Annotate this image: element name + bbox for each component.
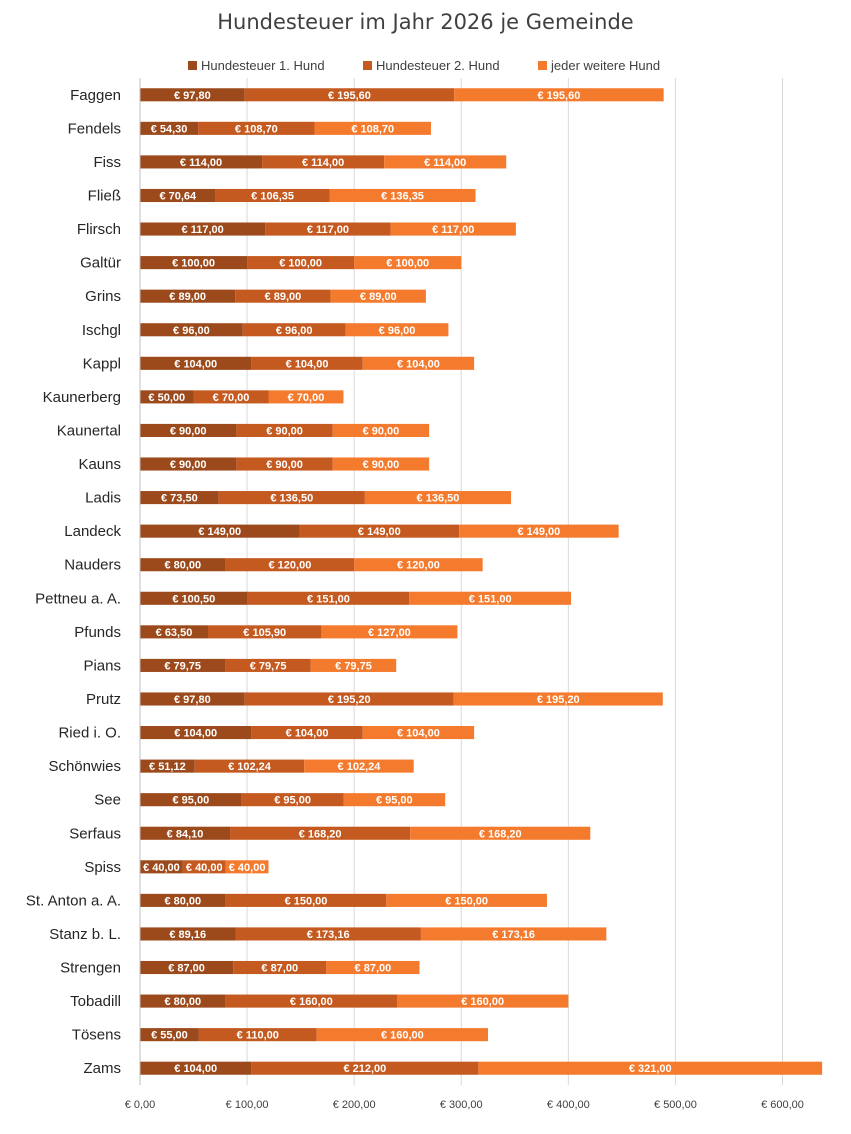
data-label: € 195,60: [537, 89, 581, 102]
data-label: € 108,70: [234, 123, 278, 136]
category-label: Prutz: [85, 690, 121, 708]
legend-swatch: [363, 61, 372, 70]
data-label: € 150,00: [445, 895, 489, 908]
chart-title: Hundesteuer im Jahr 2026 je Gemeinde: [217, 10, 634, 34]
data-label: € 149,00: [517, 526, 561, 539]
data-label: € 95,00: [172, 794, 210, 807]
data-label: € 114,00: [302, 156, 345, 169]
category-label: Kaunerberg: [42, 388, 121, 406]
category-label: See: [94, 791, 121, 809]
data-label: € 40,00: [185, 861, 223, 874]
x-tick-label: € 0,00: [124, 1099, 156, 1111]
category-label: Ischgl: [81, 321, 121, 339]
category-label: Kaunertal: [56, 422, 121, 440]
data-label: € 117,00: [306, 224, 350, 237]
legend-label: jeder weitere Hund: [551, 58, 661, 73]
data-label: € 136,50: [270, 492, 314, 505]
data-label: € 100,00: [386, 257, 430, 270]
category-label: Grins: [85, 288, 121, 306]
x-tick-label: € 300,00: [439, 1099, 483, 1111]
data-label: € 168,20: [298, 828, 342, 841]
category-label: Fendels: [67, 120, 121, 138]
category-label: Landeck: [64, 523, 121, 541]
data-label: € 117,00: [181, 224, 224, 237]
data-label: € 79,75: [249, 660, 287, 673]
category-label: Fiss: [93, 153, 121, 171]
data-label: € 87,00: [168, 962, 205, 975]
x-tick-label: € 200,00: [332, 1099, 376, 1111]
data-label: € 321,00: [628, 1063, 672, 1076]
data-label: € 79,75: [164, 660, 202, 673]
data-label: € 51,12: [149, 761, 186, 774]
data-label: € 100,00: [279, 257, 323, 270]
x-tick-label: € 500,00: [654, 1099, 697, 1111]
data-label: € 90,00: [169, 459, 207, 472]
data-label: € 104,00: [285, 727, 329, 740]
data-label: € 114,00: [424, 156, 467, 169]
legend-swatch: [188, 61, 197, 70]
legend-label: Hundesteuer 1. Hund: [201, 58, 325, 73]
data-label: € 80,00: [164, 996, 202, 1009]
data-label: € 84,10: [166, 828, 204, 841]
data-label: € 70,64: [159, 190, 197, 203]
data-label: € 150,00: [284, 895, 328, 908]
data-label: € 90,00: [169, 425, 207, 438]
data-label: € 136,50: [416, 492, 460, 505]
data-label: € 160,00: [289, 996, 333, 1009]
data-label: € 95,00: [375, 794, 413, 807]
data-label: € 212,00: [343, 1063, 387, 1076]
category-label: Zams: [83, 1060, 121, 1078]
data-label: € 89,00: [359, 291, 397, 304]
data-label: € 96,00: [275, 324, 313, 337]
data-label: € 40,00: [143, 861, 180, 874]
data-label: € 96,00: [173, 324, 210, 337]
data-label: € 70,00: [287, 391, 325, 404]
category-label: Kauns: [78, 456, 121, 474]
data-label: € 120,00: [268, 559, 312, 572]
data-label: € 63,50: [155, 626, 193, 639]
data-label: € 102,24: [228, 761, 271, 774]
data-label: € 160,00: [380, 1029, 424, 1042]
data-label: € 73,50: [161, 492, 198, 505]
category-label: Galtür: [80, 254, 121, 272]
category-label: Stanz b. L.: [49, 925, 121, 943]
x-tick-label: € 100,00: [225, 1099, 269, 1111]
category-label: Pians: [83, 657, 121, 675]
data-label: € 96,00: [378, 324, 416, 337]
category-label: Flirsch: [76, 221, 121, 239]
category-label: St. Anton a. A.: [25, 892, 121, 910]
data-label: € 149,00: [357, 526, 401, 539]
data-label: € 54,30: [150, 123, 188, 136]
data-label: € 110,00: [236, 1029, 279, 1042]
data-label: € 104,00: [174, 727, 218, 740]
category-label: Pettneu a. A.: [35, 590, 121, 608]
data-label: € 104,00: [174, 1063, 218, 1076]
data-label: € 89,16: [169, 928, 207, 941]
x-tick-label: € 600,00: [761, 1099, 804, 1111]
data-label: € 195,20: [536, 693, 580, 706]
data-label: € 97,80: [174, 89, 211, 102]
data-label: € 40,00: [228, 861, 266, 874]
x-tick-label: € 400,00: [546, 1099, 590, 1111]
data-label: € 104,00: [397, 727, 440, 740]
category-label: Nauders: [64, 556, 121, 574]
data-label: € 160,00: [461, 996, 505, 1009]
category-label: Strengen: [60, 959, 121, 977]
category-label: Faggen: [70, 86, 121, 104]
data-label: € 90,00: [266, 459, 303, 472]
category-label: Schönwies: [48, 758, 121, 776]
category-label: Tösens: [71, 1026, 121, 1044]
data-label: € 95,00: [274, 794, 311, 807]
category-label: Pfunds: [74, 623, 121, 641]
data-label: € 100,50: [172, 593, 216, 606]
data-label: € 104,00: [397, 358, 440, 371]
data-label: € 151,00: [468, 593, 512, 606]
data-label: € 80,00: [164, 895, 202, 908]
data-label: € 195,20: [327, 693, 371, 706]
legend-swatch: [538, 61, 547, 70]
data-label: € 55,00: [151, 1029, 188, 1042]
data-label: € 114,00: [179, 156, 223, 169]
data-label: € 102,24: [337, 761, 381, 774]
data-label: € 173,16: [492, 928, 536, 941]
data-label: € 136,35: [381, 190, 424, 203]
data-label: € 105,90: [243, 626, 287, 639]
data-label: € 87,00: [261, 962, 299, 975]
category-label: Tobadill: [70, 993, 121, 1011]
data-label: € 97,80: [174, 693, 211, 706]
data-label: € 89,00: [264, 291, 302, 304]
data-label: € 80,00: [164, 559, 202, 572]
data-label: € 87,00: [354, 962, 392, 975]
data-label: € 127,00: [367, 626, 411, 639]
data-label: € 173,16: [306, 928, 350, 941]
category-label: Kappl: [82, 355, 121, 373]
data-label: € 120,00: [397, 559, 440, 572]
category-label: Fließ: [87, 187, 121, 205]
data-label: € 104,00: [285, 358, 329, 371]
data-label: € 100,00: [172, 257, 215, 270]
data-label: € 90,00: [362, 459, 400, 472]
data-label: € 117,00: [432, 224, 475, 237]
data-label: € 108,70: [351, 123, 395, 136]
data-label: € 89,00: [169, 291, 207, 304]
data-label: € 104,00: [174, 358, 218, 371]
data-label: € 149,00: [198, 526, 242, 539]
data-label: € 79,75: [335, 660, 372, 673]
legend-label: Hundesteuer 2. Hund: [376, 58, 500, 73]
data-label: € 195,60: [328, 89, 371, 102]
category-label: Ladis: [85, 489, 121, 507]
category-label: Ried i. O.: [58, 724, 121, 742]
data-label: € 50,00: [148, 391, 186, 404]
category-label: Serfaus: [69, 825, 121, 843]
data-label: € 151,00: [307, 593, 350, 606]
category-label: Spiss: [84, 858, 121, 876]
data-label: € 90,00: [266, 425, 303, 438]
data-label: € 106,35: [251, 190, 295, 203]
data-label: € 70,00: [212, 391, 250, 404]
data-label: € 90,00: [362, 425, 400, 438]
data-label: € 168,20: [478, 828, 522, 841]
